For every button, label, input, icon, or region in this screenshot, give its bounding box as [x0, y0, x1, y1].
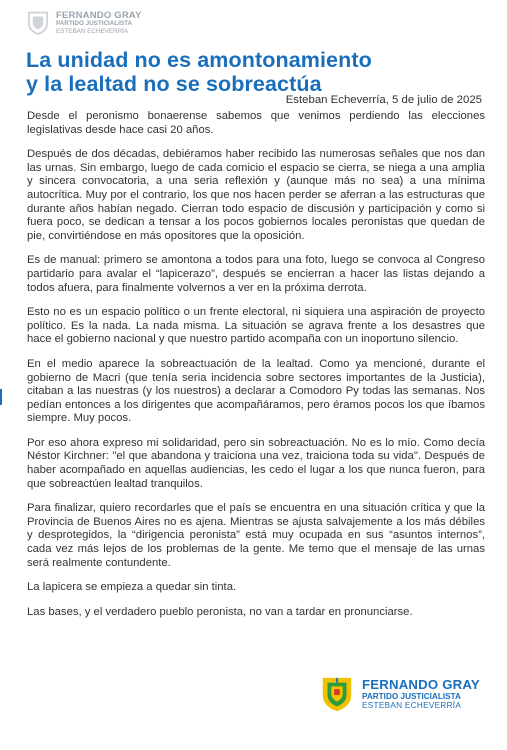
header-brand-name: FERNANDO GRAY [56, 9, 142, 21]
footer-brand [318, 675, 480, 713]
party-logo-icon [318, 675, 356, 713]
paragraph: Después de dos décadas, debiéramos haber recibido las numerosas señales que nos dan las urnas. Sin embargo, luego de cada comicio el espacio se cierra, se niega a una amplia y sincera convocatoria, a una seria reflexión y (aunque más no sea) a una mínima autocrítica. Muy por el contrario, los que nos hacen perder se aferran a las estructuras que durante años habían negado. Cierran todo espacio de discusión y participación y como si fuera poco, se dedican a tensar a los pocos gobiernos locales peronistas que quedan de pie, convirtiéndose en más opositores que la oposición. [27, 148, 485, 242]
paragraph: Es de manual: primero se amontona a todos para una foto, luego se convoca al Congreso partidario para avalar el “lapicerazo”, después se encierran a hacer las listas dejando a todos afuera, para finalmente volvernos a ver en la próxima derrota. [27, 254, 485, 294]
paragraph: Las bases, y el verdadero pueblo peronista, no van a tardar en pronunciarse. [27, 605, 413, 618]
dateline: Esteban Echeverría, 5 de julio de 2025 [285, 94, 482, 106]
paragraph: Para finalizar, quiero recordarles que el país se encuentra en una situación crítica y que la Provincia de Buenos Aires no es ajena. Mientras se ajusta salvajemente a los más débiles y desprotegidos, la “dirigencia peronista” está muy ocupada en sus “asuntos internos”, cada vez más lejos de los problemas de la gente. Me temo que el mensaje de las urnas será realmente contundente. [27, 502, 485, 569]
footer-brand-name: FERNANDO GRAY [362, 677, 480, 692]
header-brand [25, 10, 142, 36]
footer-brand-place: ESTEBAN ECHEVERRÍA [362, 701, 462, 710]
paragraph: Desde el peronismo bonaerense sabemos que venimos perdiendo las elecciones legislativas desde hace casi 20 años. [27, 110, 485, 136]
title-line-1: La unidad no es amontonamiento [26, 48, 372, 72]
party-logo-icon [25, 10, 51, 36]
paragraph: La lapicera se empieza a quedar sin tinta. [27, 581, 237, 594]
letter-body [27, 110, 485, 630]
title-line-2: y la lealtad no se sobreactúa [26, 72, 322, 96]
paragraph: En el medio aparece la sobreactuación de la lealtad. Como ya mencioné, durante el gobierno de Macri (que tenía seria incidencia sobre sectores importantes de la Justicia), citaban a las nuestras (y los nuestros) a declarar a Comodoro Py todas las semanas. Nos pedían entonces a los dirigentes que acompañáramos, pero éramos pocos los que íbamos siempre. Muy pocos. [27, 357, 485, 425]
margin-accent-bar [0, 389, 2, 405]
paragraph: Por eso ahora expreso mi solidaridad, pero sin sobreactuación. No es lo mío. Como decía Néstor Kirchner: "el que abandona y traiciona una vez, traiciona toda su vida". Después de haber acompañado en aquellas audiencias, les cedo el lugar a los que nunca fueron, para que sobreactúen lealtad tranquilos. [27, 436, 485, 490]
footer-brand-party: PARTIDO JUSTICIALISTA [362, 692, 461, 701]
header-brand-place: ESTEBAN ECHEVERRÍA [56, 27, 129, 35]
header-brand-party: PARTIDO JUSTICIALISTA [56, 20, 133, 28]
letter-title [26, 48, 486, 96]
paragraph: Esto no es un espacio político o un frente electoral, ni siquiera una aspiración de proyecto político. Es la nada. La nada misma. La situación se agrava frente a los desastres que hace el gobierno nacional y que nuestro partido acompaña con un inoportuno silencio. [27, 306, 485, 346]
